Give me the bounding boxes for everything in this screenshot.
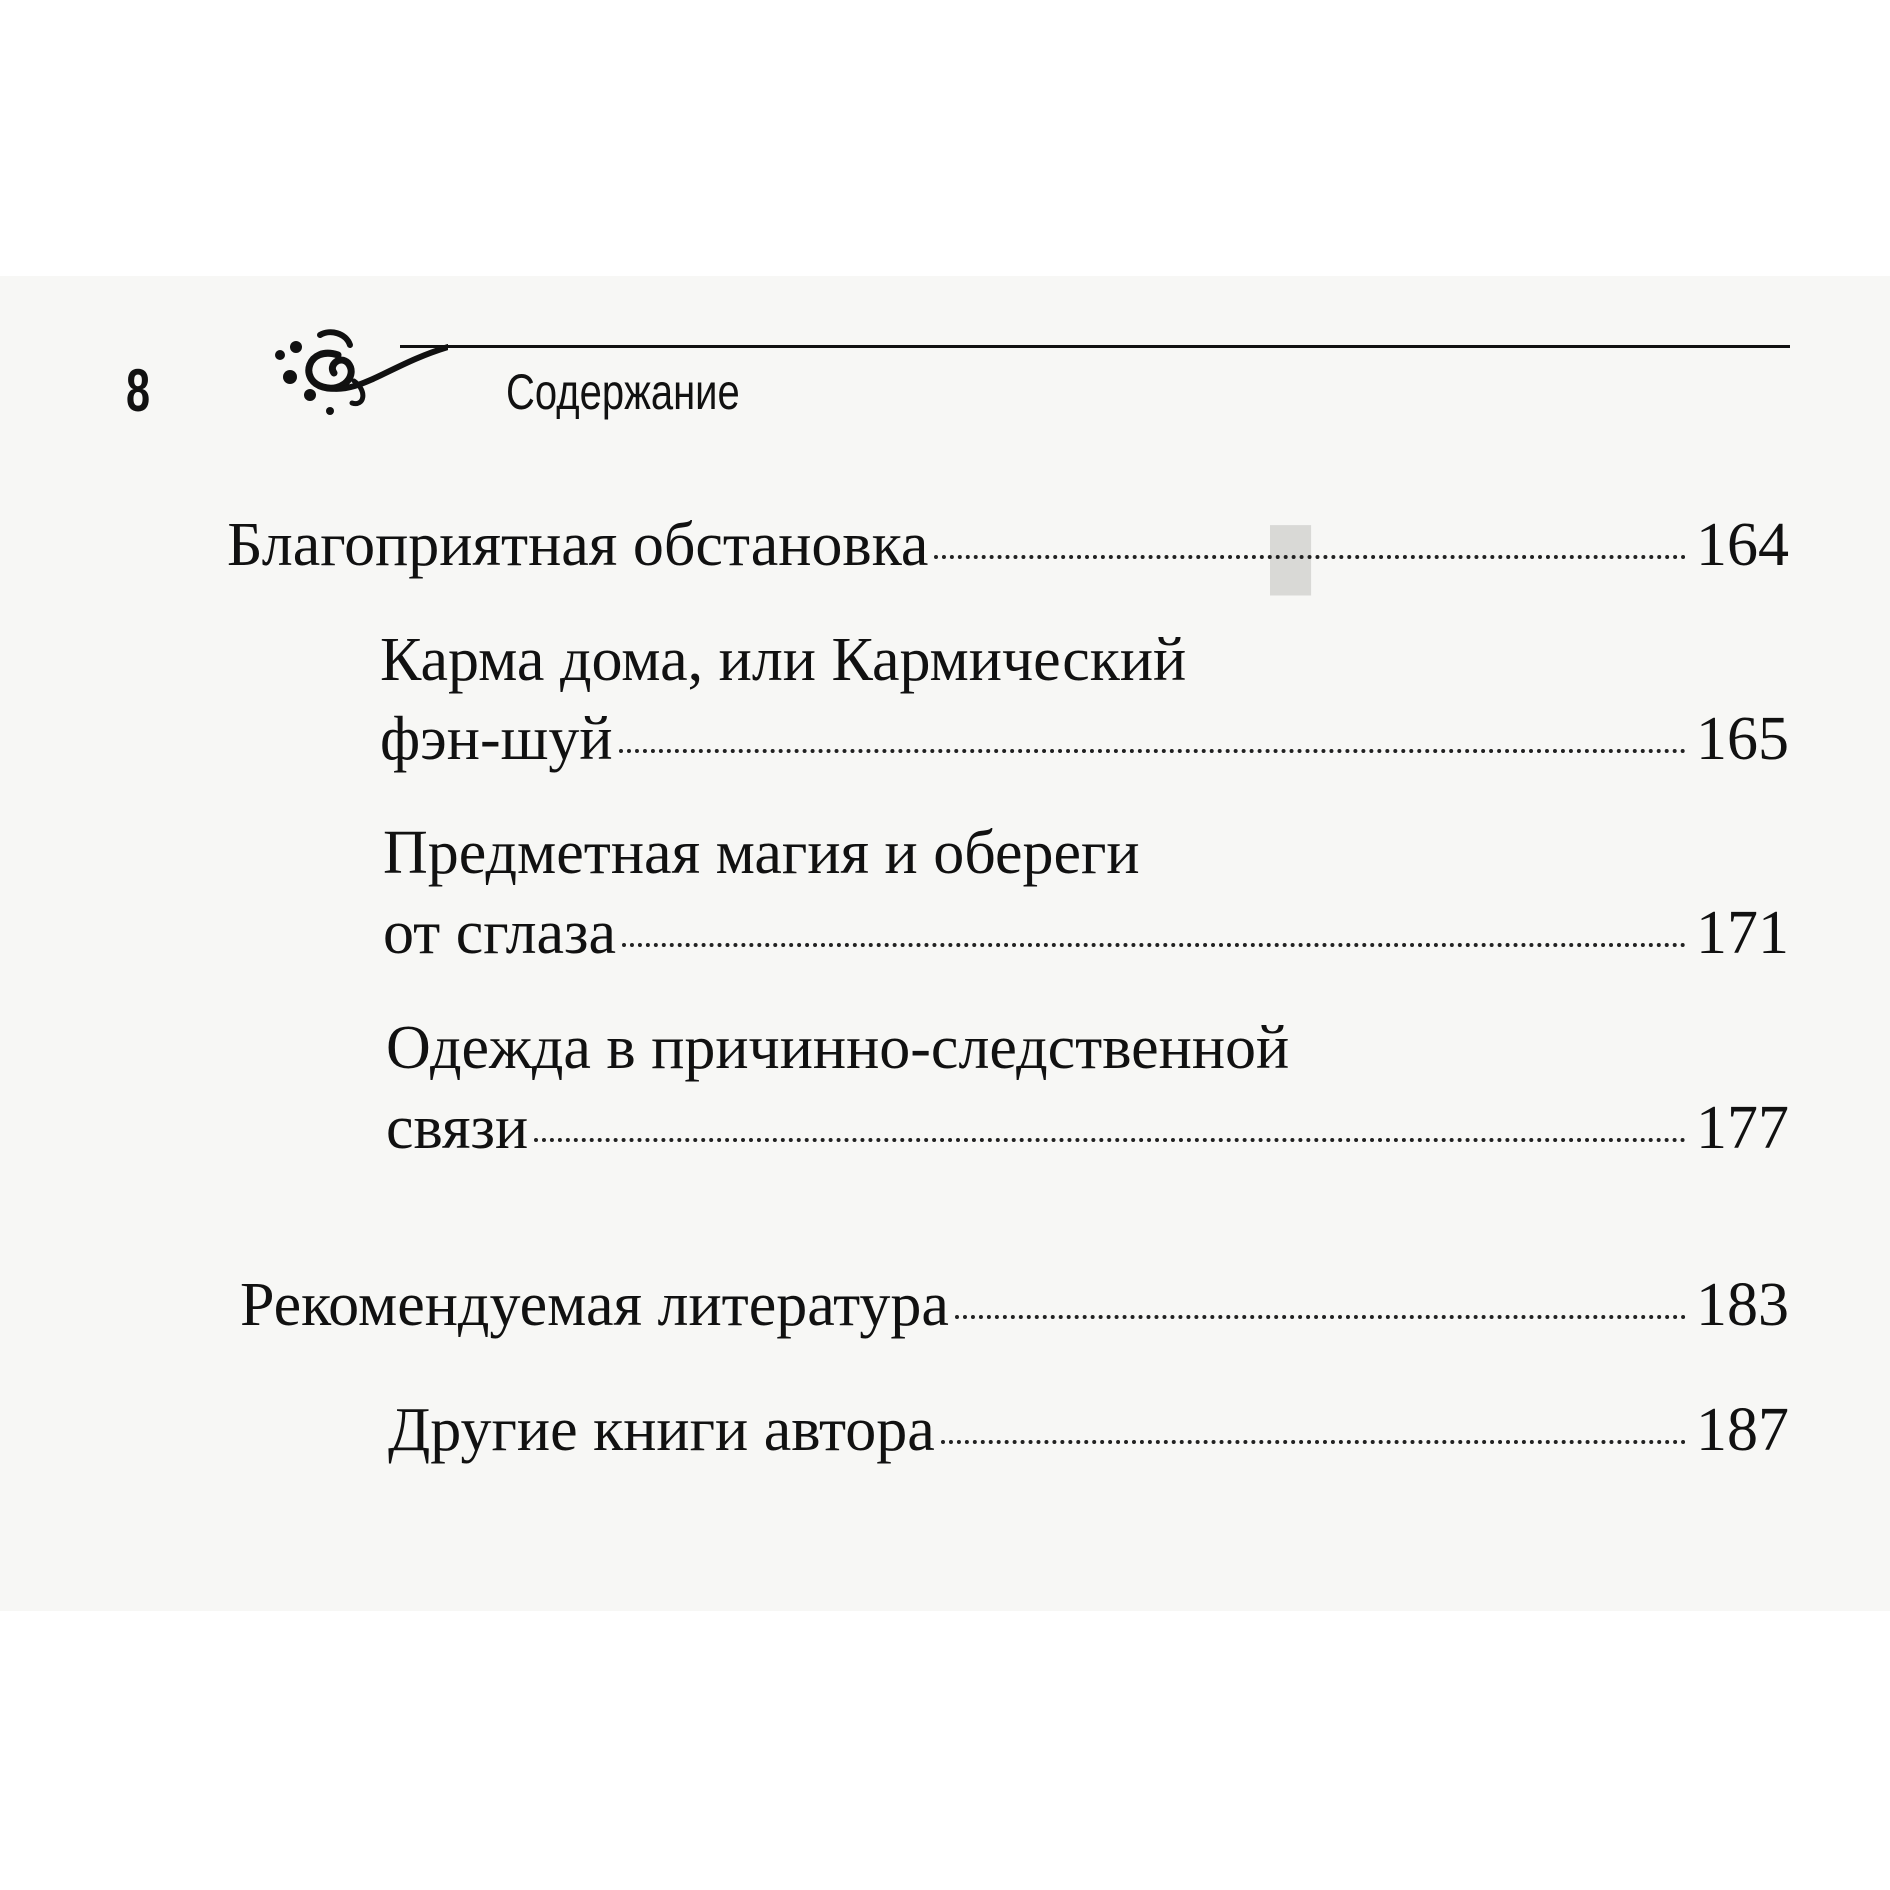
toc-entry-line [386,1088,1789,1168]
toc-entry-title-cont: фэн-шуй [380,705,613,773]
toc-entry-title: Карма дома, или Кармический [380,626,1187,694]
toc-entry-title: Другие книги автора [388,1396,935,1464]
toc-entry-title-cont: связи [386,1094,529,1162]
toc-entry-page: 183 [1696,1271,1789,1339]
toc-entry-page: 187 [1696,1396,1789,1464]
toc-entry-page: 177 [1696,1094,1789,1162]
toc-entry-line [383,893,1789,973]
toc-entry-title-cont: от сглаза [383,899,617,967]
running-title: Содержание [506,364,740,420]
toc-entry-line [240,1265,1789,1345]
page-number: 8 [126,357,151,424]
toc-entry-line [388,1390,1789,1470]
toc-entry-page: 171 [1696,899,1789,967]
toc-entry-page: 164 [1696,511,1789,579]
header-rule [400,345,1790,348]
dot-leader [941,1440,1686,1444]
toc-entry-line [380,699,1789,779]
toc-entry-title: Одежда в причинно-следственной [386,1014,1290,1082]
ornament-icon [268,325,448,425]
toc-entry-page: 165 [1696,705,1789,773]
dot-leader [534,1138,1686,1142]
dot-leader [619,749,1686,753]
toc-entry-title: Благоприятная обстановка [227,511,929,579]
dot-leader [934,555,1686,559]
dot-leader [622,943,1686,947]
toc-entry-title: Предметная магия и обереги [383,819,1140,887]
toc-entry-line [227,505,1789,585]
dot-leader [955,1315,1686,1319]
toc-entry-title: Рекомендуемая литература [240,1271,949,1339]
